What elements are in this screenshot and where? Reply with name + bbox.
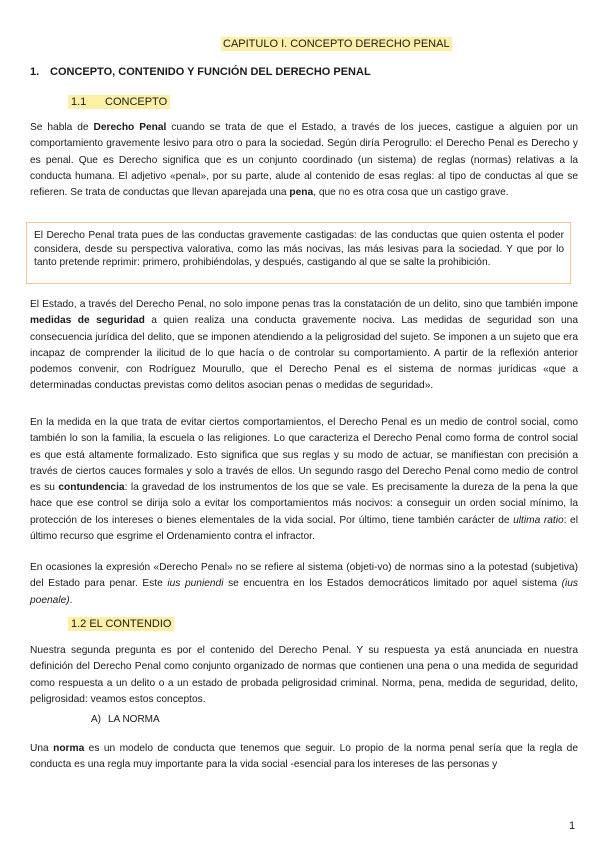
highlight-box xyxy=(26,222,571,284)
paragraph-ius-puniendi xyxy=(30,560,578,609)
list-item-label: A) xyxy=(91,714,101,725)
subsection-heading-contenido xyxy=(68,617,174,631)
subsection-number: 1.1 xyxy=(71,96,87,108)
list-item-a xyxy=(91,714,160,725)
paragraph-definicion xyxy=(30,120,578,201)
highlight-box-text: El Derecho Penal trata pues de las conductas gravemente castigadas: de las conductas que quien ostenta el poder considera, desde su perspectiva valorativa, como las más nocivas, las más lesivas para la sociedad. Y que por lo tanto pretende reprimir: primero, prohibiéndolas, y después, castigando al que se salte la prohibición. xyxy=(34,230,564,269)
bold-term-norma: norma xyxy=(53,743,85,754)
text-run: En ocasiones la expresión «Derecho Penal» no se refiere al sistema (objeti-vo) de normas sino a la potestad (subjetiva) del Estado para penar. Este xyxy=(30,562,578,590)
paragraph-norma xyxy=(30,741,578,774)
italic-term-ius-poenale: (ius poenale) xyxy=(30,578,579,606)
paragraph-contenido: Nuestra segunda pregunta es por el contenido del Derecho Penal. Y su respuesta ya está anunciada en nuestra definición del Derecho Penal como conjunto organizado de normas que contienen una pena o una medida de seguridad como respuesta a un delito o a un estado de probada peligrosidad criminal. Norma, pena, medida de seguridad, delito, peligrosidad: veamos estos conceptos. xyxy=(30,645,578,705)
bold-term-derecho-penal: Derecho Penal xyxy=(93,122,167,133)
paragraph-medidas-seguridad xyxy=(30,297,578,395)
text-run: Se habla de xyxy=(30,122,94,133)
text-run: se encuentra en los Estados democráticos limitado por aquel sistema xyxy=(223,578,562,590)
bold-term-contundencia: contundencia xyxy=(58,482,125,494)
text-run: En la medida en la que trata de evitar ciertos comportamientos, el Derecho Penal es un medio de control social, como también lo son la familia, la escuela o las religiones. Lo que caracteriza el Derecho Penal como forma de control social es que está altamente formalizado. Esto significa que sus reglas y su modo de actuar, se manifiestan con precisión a través de ciertos cauces formales y solo a través de ellos. Un segundo rasgo del Derecho Penal como medio de control es su xyxy=(30,417,578,494)
subsection-title: CONCEPTO xyxy=(105,96,168,108)
text-run: . xyxy=(69,594,73,606)
text-run: , que no es otra cosa que un castigo grave. xyxy=(313,187,509,199)
text-run: cuando se trata de que el Estado, a través de los jueces, castigue a alguien por un comportamiento gravemente lesivo para otro o para la sociedad. Según diría Perogrullo: el Derecho Penal es Derecho y es penal. Que es Derecho significa que es un conjunto coordinado (un sistema) de reglas (normas) relativas a la conducta humana. El adjetivo «penal», por su parte, alude al contenido de esas reglas: al tipo de conductas al que se refieren. Se trata de conductas que llevan aparejada una xyxy=(30,122,578,199)
text-run: : el último recurso que esgrime el Ordenamiento contra el infractor. xyxy=(30,514,578,543)
text-run: : la gravedad de los instrumentos de los que se vale. Es precisamente la dureza de la pena la que hace que ese control se dirija solo a evitar los comportamientos más nocivos: a conseguir un orden social mínimo, la protección de los intereses o bienes elementales de la vida social. Por último, tiene también carácter de xyxy=(30,482,579,526)
italic-term-ultima-ratio: ultima ratio xyxy=(513,514,564,526)
page-number: 1 xyxy=(569,820,576,832)
section-number: 1. xyxy=(30,66,40,78)
list-item-text: LA NORMA xyxy=(108,714,160,725)
section-heading xyxy=(30,66,371,78)
text-run: es un modelo de conducta que tenemos que seguir. Lo propio de la norma penal sería que la regla de conducta es una regla muy importante para la vida social -esencial para los intereses de las personas y xyxy=(30,743,578,771)
subsection-title: 1.2 EL CONTENDIO xyxy=(71,618,172,630)
chapter-title: CAPITULO I. CONCEPTO DERECHO PENAL xyxy=(223,38,450,50)
bold-term-pena: pena xyxy=(289,187,314,199)
text-run: a quien realiza una conducta gravemente nociva. Las medidas de seguridad son una consecuencia jurídica del delito, que se imponen atendiendo a la peligrosidad del sujeto. Se imponen a un sujeto que era incapaz de comprender la ilicitud de lo que hacía o de controlar su comportamiento. A partir de la reflexión anterior podemos convenir, con Rodríguez Mourullo, que el Derecho Penal es el sistema de normas jurídicas «que a determinadas conductas previstas como delitos asocian penas o medidas de seguridad». xyxy=(30,315,578,392)
text-run: El Estado, a través del Derecho Penal, no solo impone penas tras la constatación de un delito, sino que también impone xyxy=(30,299,578,310)
italic-term-ius-puniendi: ius puniendi xyxy=(167,578,224,590)
text-run: Una xyxy=(30,743,54,754)
subsection-heading-concepto xyxy=(68,95,170,109)
paragraph-control-social xyxy=(30,415,578,545)
section-title: CONCEPTO, CONTENIDO Y FUNCIÓN DEL DERECHO PENAL xyxy=(50,66,371,78)
bold-term-medidas-de-seguridad: medidas de seguridad xyxy=(30,315,145,327)
